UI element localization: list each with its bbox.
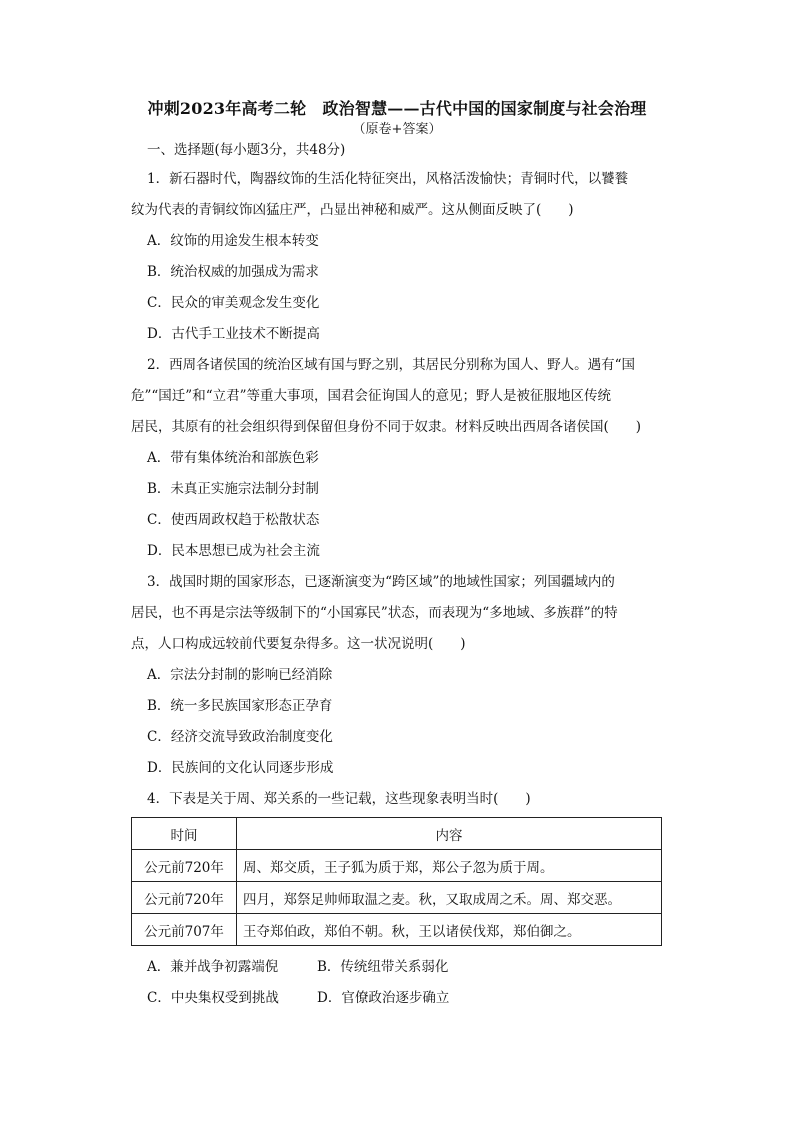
question-text-line: 危”“国迁”和“立君”等重大事项，国君会征询国人的意见；野人是被征服地区传统 [131, 388, 612, 404]
option-row-cd [131, 983, 661, 1014]
table-row [132, 882, 662, 914]
document-body [131, 140, 661, 1014]
option-c: C．经济交流导致政治制度变化 [147, 729, 333, 745]
question-3 [131, 567, 661, 784]
option-d: D．古代手工业技术不断提高 [147, 326, 320, 342]
question-4 [131, 784, 661, 1014]
table-row [132, 914, 662, 946]
table-cell-content: 周、郑交质，王子狐为质于郑，郑公子忽为质于周。 [237, 850, 662, 882]
option-b: B．未真正实施宗法制分封制 [147, 481, 319, 497]
question-2 [131, 350, 661, 567]
option-d: D．官僚政治逐步确立 [317, 990, 450, 1006]
document-subtitle: （原卷+答案） [352, 122, 442, 137]
option-c: C．中央集权受到挑战 [147, 990, 279, 1006]
question-1 [131, 164, 661, 350]
question-text-line: 居民，其原有的社会组织得到保留但身份不同于奴隶。材料反映出西周各诸侯国( ) [131, 419, 642, 435]
table-cell-content: 四月，郑祭足帅师取温之麦。秋，又取成周之禾。周、郑交恶。 [237, 882, 662, 914]
table-header-time: 时间 [132, 818, 237, 850]
table-header-row [132, 818, 662, 850]
table-cell-time: 公元前707年 [132, 914, 237, 946]
option-a: A．宗法分封制的影响已经消除 [147, 667, 333, 683]
question-text-line: 点，人口构成远较前代要复杂得多。这一状况说明( ) [131, 636, 466, 652]
option-c: C．民众的审美观念发生变化 [147, 295, 320, 311]
option-b: B．统一多民族国家形态正孕育 [147, 698, 333, 714]
question-text-line: 居民，也不再是宗法等级制下的“小国寡民”状态，而表现为“多地域、多族群”的特 [131, 605, 618, 621]
question-text-line: 3．战国时期的国家形态，已逐渐演变为“跨区域”的地域性国家；列国疆域内的 [147, 574, 615, 590]
question-text-line: 纹为代表的青铜纹饰凶猛庄严，凸显出神秘和威严。这从侧面反映了( ) [131, 202, 574, 218]
question-text-line: 1．新石器时代，陶器纹饰的生活化特征突出，风格活泼愉快；青铜时代，以饕餮 [147, 171, 629, 187]
document-title: 冲刺2023年高考二轮 政治智慧——古代中国的国家制度与社会治理 [147, 99, 647, 118]
option-b: B．传统纽带关系弱化 [317, 959, 449, 975]
table-row [132, 850, 662, 882]
section-heading: 一、选择题(每小题3分，共48分) [147, 142, 346, 158]
option-a: A．带有集体统治和部族色彩 [147, 450, 319, 466]
table-header-content: 内容 [237, 818, 662, 850]
question-text-line: 4．下表是关于周、郑关系的一些记载，这些现象表明当时( ) [147, 791, 531, 807]
question-text-line: 2．西周各诸侯国的统治区域有国与野之别，其居民分别称为国人、野人。遇有“国 [147, 357, 635, 373]
option-a: A．纹饰的用途发生根本转变 [147, 233, 319, 249]
option-row-ab [131, 952, 661, 983]
records-table [131, 817, 662, 946]
option-d: D．民族间的文化认同逐步形成 [147, 760, 334, 776]
option-c: C．使西周政权趋于松散状态 [147, 512, 320, 528]
option-d: D．民本思想已成为社会主流 [147, 543, 320, 559]
option-a: A．兼并战争初露端倪 [147, 959, 279, 975]
table-cell-time: 公元前720年 [132, 850, 237, 882]
option-b: B．统治权威的加强成为需求 [147, 264, 319, 280]
table-cell-time: 公元前720年 [132, 882, 237, 914]
table-cell-content: 王夺郑伯政，郑伯不朝。秋，王以诸侯伐郑，郑伯御之。 [237, 914, 662, 946]
